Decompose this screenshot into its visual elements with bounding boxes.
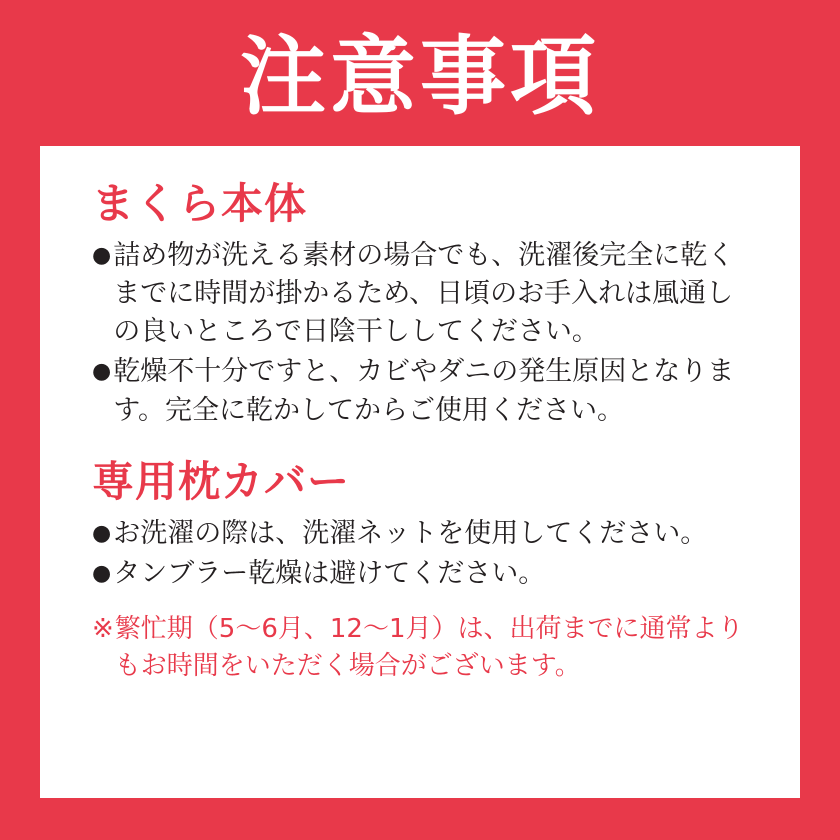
note-text: 繁忙期（5〜6月、12〜1月）は、出荷までに通常よりもお時間をいただく場合がございます。 [114, 614, 744, 682]
bullet-icon: ● [92, 520, 112, 546]
bullet-icon: ● [92, 560, 112, 586]
list-item-text: 乾燥不十分ですと、カビやダニの発生原因となります。完全に乾かしてからご使用ください。 [113, 356, 735, 426]
bullet-icon: ● [92, 242, 112, 268]
list-item-text: お洗濯の際は、洗濯ネットを使用してください。 [113, 517, 708, 549]
list-item [92, 237, 748, 352]
list-item [92, 515, 748, 553]
section-heading-pillow-cover: 専用枕カバー [92, 457, 351, 507]
asterisk-icon: ※ [92, 614, 114, 645]
bullet-list-pillow-body [92, 237, 748, 431]
bullet-icon: ● [92, 359, 112, 385]
notice-card [40, 146, 800, 798]
list-item [92, 353, 748, 430]
list-item-text: 詰め物が洗える素材の場合でも、洗濯後完全に乾くまでに時間が掛かるため、日頃のお手入れは風通しの良いところで日陰干ししてください。 [113, 239, 735, 348]
list-item [92, 555, 748, 593]
note-block [92, 611, 748, 685]
bullet-list-pillow-cover [92, 515, 748, 594]
list-item-text: タンブラー乾燥は避けてください。 [113, 557, 546, 589]
section-heading-pillow-body: まくら本体 [92, 179, 308, 228]
page-title: 注意事項 [240, 27, 600, 127]
